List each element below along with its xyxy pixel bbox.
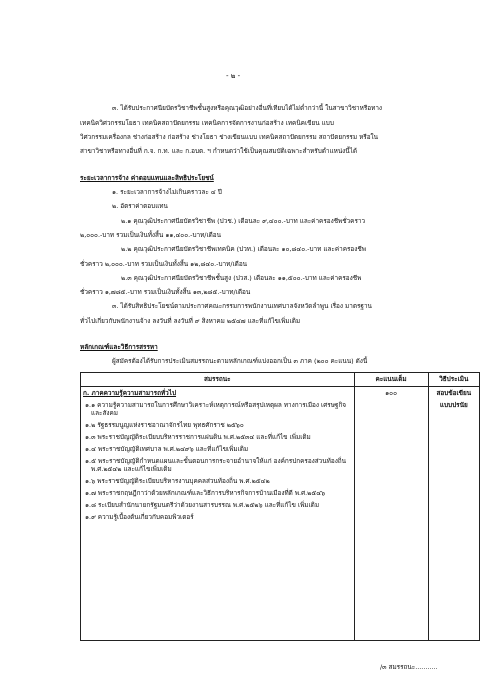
- criteria-intro: ผู้สมัครต้องได้รับการประเมินสมรรถนะตามหลักเกณฑ์แบ่งออกเป็น ๓ ภาค (๒๐๐ คะแนน) ดังนี้: [112, 357, 368, 365]
- employment-line-9: ๓. ได้รับสิทธิประโยชน์ตามประกาศคณะกรรมการพนักงานเทศบาลจังหวัดลำพูน เรื่อง มาตรฐาน: [112, 302, 372, 310]
- header-competency: สมรรถนะ: [81, 373, 355, 387]
- employment-line-1: ๑. ระยะเวลาการจ้างไม่เกินคราวละ ๔ ปี: [112, 188, 222, 196]
- qualification-line-3: วิศวกรรมเครื่องกล ช่างก่อสร้าง ก่อสร้าง ช่างโยธา ช่างเขียนแบบ เทคนิคสถาปัตยกรรม สถาปัตยกรรม หรือใน: [80, 133, 379, 141]
- footer-continuation: /๓ สมรรถนะ...........: [380, 663, 438, 671]
- full-score-cell: [354, 387, 428, 641]
- list-item: ๑.๔ พระราชบัญญัติเทศบาล พ.ศ.๒๔๙๖ และที่แก้ไขเพิ่มเติม: [85, 445, 249, 453]
- list-item: ๑.๓ พระราชบัญญัติระเบียบบริหารราชการแผ่นดิน พ.ศ.๒๕๓๔ และที่แก้ไข เพิ่มเติม: [85, 433, 311, 441]
- full-score-value: ๑๐๐: [385, 389, 397, 397]
- list-item: ๑.๕ พระราชบัญญัติกำหนดแผนและขั้นตอนการกระจายอำนาจให้แก่ องค์กรปกครองส่วนท้องถิ่น พ.ศ.๒๕๔๒ และแก้ไขเพิ่มเติม: [85, 457, 347, 473]
- header-full-score: คะแนนเต็ม: [354, 373, 428, 387]
- qualification-line-2: เทคนิควิศวกรรมโยธา เทคนิคสถาปัตยกรรม เทคนิคการจัดการงานก่อสร้าง เทคนิคเขียน แบบ: [80, 119, 334, 127]
- criteria-table-header: [81, 373, 480, 387]
- competency-cell: [81, 387, 355, 641]
- employment-line-2: ๒. อัตราค่าตอบแทน: [112, 202, 168, 210]
- criteria-table-body: [81, 387, 480, 641]
- employment-line-5: ๒.๒ คุณวุฒิประกาศนียบัตรวิชาชีพเทคนิค (ปวท.) เดือนละ ๑๐,๘๔๐.-บาท และค่าครองชีพ: [121, 245, 366, 253]
- list-item: ๑.๗ พระราชกฤษฎีกาว่าด้วยหลักเกณฑ์และวิธีการบริหารกิจการบ้านเมืองที่ดี พ.ศ.๒๕๔๖: [85, 489, 326, 497]
- employment-line-7: ๒.๓ คุณวุฒิประกาศนียบัตรวิชาชีพชั้นสูง (ปวส.) เดือนละ ๑๑,๕๐๐.-บาท และค่าครองชีพ: [121, 274, 362, 282]
- qualification-line-4: สาขาวิชาหรือทางอื่นที่ ก.จ. ก.ท. และ ก.อบต. ฯ กำหนดว่าใช้เป็นคุณสมบัติเฉพาะสำหรับตำแหน่งนี้ได้: [80, 147, 358, 155]
- qualification-line-1: ๓. ได้รับประกาศนียบัตรวิชาชีพชั้นสูงหรือคุณวุฒิอย่างอื่นที่เทียบได้ไม่ต่ำกว่านี้ ในสาขาวิชาหรือทาง: [112, 104, 383, 112]
- employment-line-6: ชั่วคราว ๒,๐๐๐.-บาท รวมเป็นเงินทั้งสิ้น ๑๒,๘๔๐.-บาท/เดือน: [80, 260, 248, 268]
- employment-heading: ระยะเวลาการจ้าง ค่าตอบแทนและสิทธิประโยชน์: [80, 174, 214, 182]
- header-method: วิธีประเมิน: [428, 373, 479, 387]
- method-line-2: แบบปรนัย: [439, 401, 468, 409]
- method-line-1: สอบข้อเขียน: [436, 389, 472, 397]
- page-number: - ๒ -: [226, 72, 241, 80]
- employment-line-3: ๒.๑ คุณวุฒิประกาศนียบัตรวิชาชีพ (ปวช.) เดือนละ ๙,๔๐๐.-บาท และค่าครองชีพชั่วคราว: [121, 217, 366, 225]
- method-cell: [428, 387, 479, 641]
- criteria-heading: หลักเกณฑ์และวิธีการสรรหา: [80, 343, 158, 351]
- employment-line-8: ชั่วคราว ๑,๗๘๕.-บาท รวมเป็นเงินทั้งสิ้น ๑๓,๒๘๕.-บาท/เดือน: [80, 288, 251, 296]
- list-item: ๑.๒ รัฐธรรมนูญแห่งราชอาณาจักรไทย พุทธศักราช ๒๕๖๐: [85, 421, 244, 429]
- employment-line-4: ๒,๐๐๐.-บาท รวมเป็นเงินทั้งสิ้น ๑๑,๔๐๐.-บาท/เดือน: [80, 231, 221, 239]
- section-title: ก. ภาคความรู้ความสามารถทั่วไป: [83, 389, 177, 397]
- list-item: ๑.๙ ความรู้เบื้องต้นเกี่ยวกับคอมพิวเตอร์: [85, 513, 194, 521]
- criteria-table: [80, 372, 480, 641]
- list-item: ๑.๖ พระราชบัญญัติระเบียบบริหารงานบุคคลส่วนท้องถิ่น พ.ศ.๒๕๔๒: [85, 477, 270, 485]
- list-item: ๑.๘ ระเบียบสำนักนายกรัฐมนตรีว่าด้วยงานสารบรรณ พ.ศ.๒๕๒๖ และที่แก้ไข เพิ่มเติม: [85, 501, 320, 509]
- employment-line-10: ทั่วไปเกี่ยวกับพนักงานจ้าง ลงวันที่ ลงวันที่ ๙ สิงหาคม ๒๕๔๗ และที่แก้ไขเพิ่มเติม: [80, 317, 301, 325]
- list-item: ๑.๑ ความรู้ความสามารถในการศึกษาวิเคราะห์เหตุการณ์หรือสรุปเหตุผล ทางการเมือง เศรษฐกิจและสังคม: [85, 401, 347, 417]
